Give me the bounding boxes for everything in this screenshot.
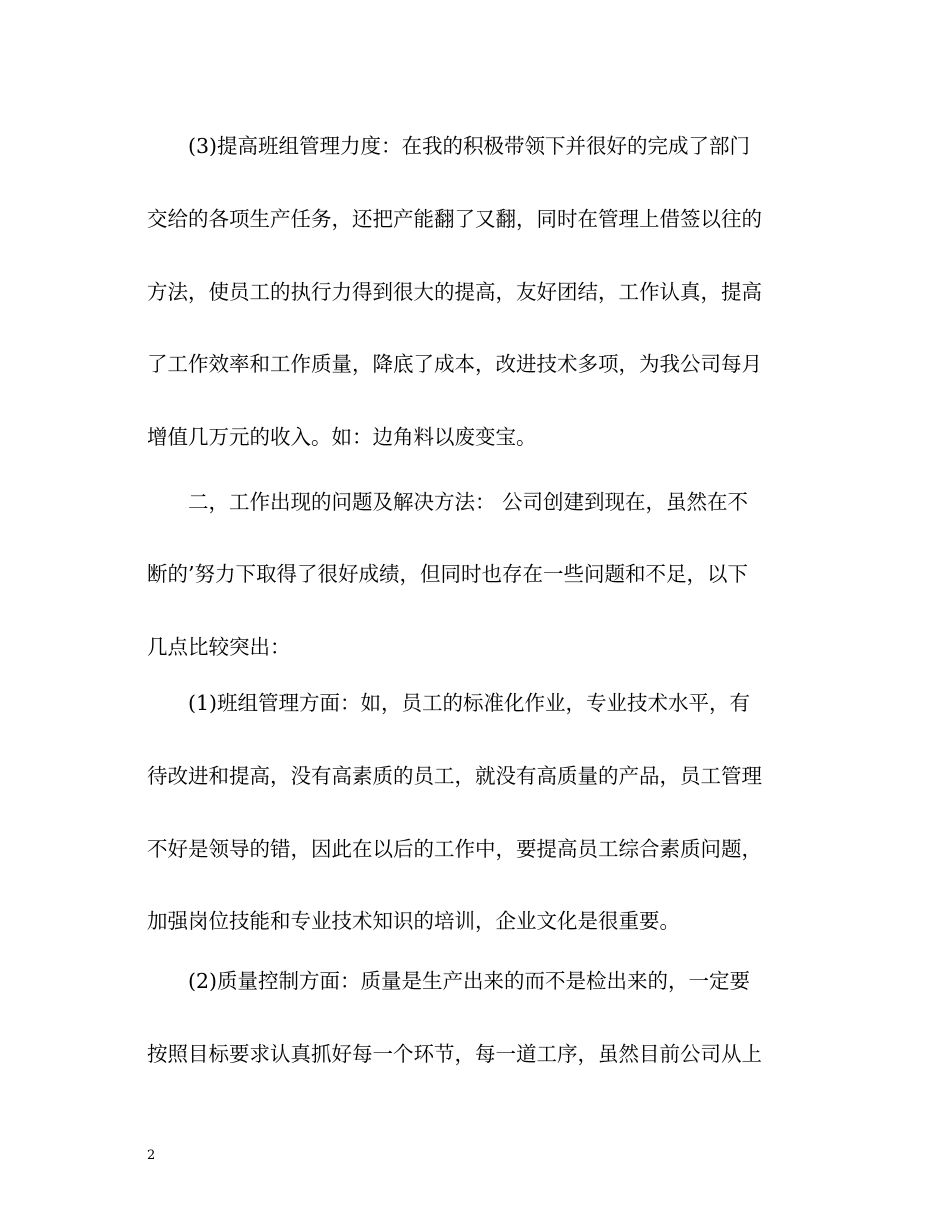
paragraph-line: 交给的各项生产任务，还把产能翻了又翻，同时在管理上借签以往的	[147, 207, 762, 231]
paragraph-line: 增值几万元的收入。如：边角料以废变宝。	[147, 425, 537, 449]
paragraph-line: 待改进和提高，没有高素质的员工，就没有高质量的产品，员工管理	[147, 764, 762, 788]
paragraph-line: 加强岗位技能和专业技术知识的培训，企业文化是很重要。	[147, 909, 680, 933]
page-number: 2	[147, 1148, 156, 1163]
paragraph-line: (1)班组管理方面：如，员工的标准化作业，专业技术水平，有	[188, 691, 751, 715]
paragraph-line: (3)提高班组管理力度：在我的积极带领下并很好的完成了部门	[188, 134, 751, 158]
paragraph-line: 几点比较突出：	[147, 635, 291, 659]
paragraph-line: 了工作效率和工作质量，降底了成本，改进技术多项，为我公司每月	[147, 352, 762, 376]
paragraph-line: 方法，使员工的执行力得到很大的提高，友好团结，工作认真，提高	[147, 280, 762, 304]
paragraph-line: 二，工作出现的问题及解决方法： 公司创建到现在，虽然在不	[188, 490, 749, 514]
paragraph-line: 按照目标要求认真抓好每一个环节，每一道工序，虽然目前公司从上	[147, 1042, 762, 1066]
paragraph-line: 断的’努力下取得了很好成绩，但同时也存在一些问题和不足，以下	[147, 562, 749, 586]
paragraph-line: 不好是领导的错，因此在以后的工作中，要提高员工综合素质问题，	[147, 837, 762, 861]
paragraph-line: (2)质量控制方面：质量是生产出来的而不是检出来的，一定要	[188, 969, 751, 993]
